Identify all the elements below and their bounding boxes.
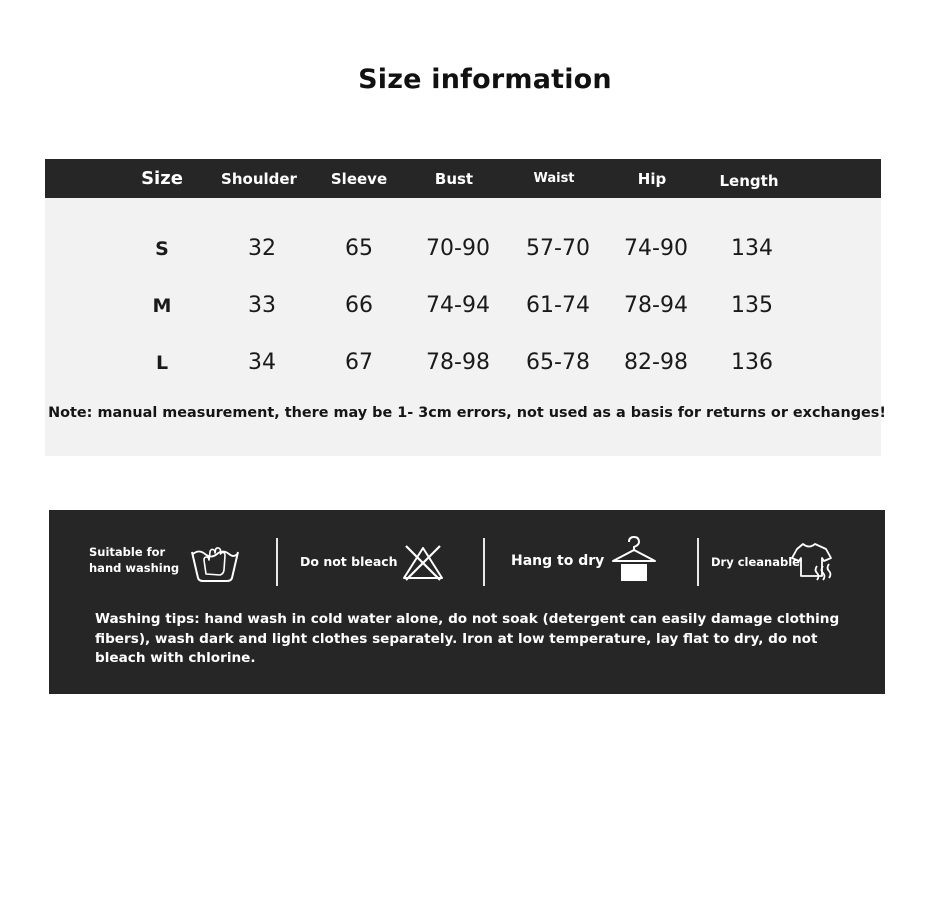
cell-sleeve: 67 [345,350,373,375]
care-label-dry-clean: Dry cleanable [711,555,800,569]
cell-waist: 65-78 [526,350,590,375]
care-item-dry-clean [711,538,881,586]
table-row [45,343,881,383]
care-panel [49,510,885,694]
cell-bust: 74-94 [426,293,490,318]
cell-length: 136 [731,350,773,375]
care-divider [697,538,699,586]
cell-hip: 78-94 [624,293,688,318]
care-item-no-bleach [300,538,460,586]
no-bleach-icon [400,542,446,582]
care-divider [276,538,278,586]
header-size: Size [141,168,183,189]
cell-size: M [152,295,172,317]
care-label-line: hand washing [89,561,180,575]
header-waist: Waist [533,171,575,186]
hang-dry-icon [609,534,659,584]
cell-sleeve: 65 [345,236,373,261]
cell-hip: 82-98 [624,350,688,375]
care-divider [483,538,485,586]
measurement-note: Note: manual measurement, there may be 1- 3cm errors, not used as a basis for returns or exchanges! [48,405,886,421]
washing-tips: Washing tips: hand wash in cold water alone, do not soak (detergent can easily damage clothing fibers), wash dark and light clothes separately. Iron at low temperature, lay flat to dry, do not bleach with chlorine. [95,611,840,666]
care-item-hand-wash [89,538,249,586]
cell-bust: 70-90 [426,236,490,261]
page-title: Size information [358,64,612,95]
hand-wash-icon [189,540,241,584]
size-table [45,159,886,456]
care-label-line: Suitable for [89,545,166,559]
care-item-hang-dry [511,538,671,586]
cell-waist: 61-74 [526,293,590,318]
table-row [45,286,881,326]
header-sleeve: Sleeve [330,170,388,188]
header-bust: Bust [434,170,474,188]
care-label-hand-wash [89,544,179,576]
cell-size: S [155,238,169,260]
cell-shoulder: 32 [248,236,276,261]
care-label-no-bleach: Do not bleach [300,554,398,569]
table-row [45,229,881,269]
cell-sleeve: 66 [345,293,373,318]
cell-length: 135 [731,293,773,318]
cell-bust: 78-98 [426,350,490,375]
cell-hip: 74-90 [624,236,688,261]
care-label-hang-dry: Hang to dry [511,553,605,569]
cell-shoulder: 33 [248,293,276,318]
header-length: Length [719,172,779,190]
dry-clean-icon [789,540,835,584]
cell-length: 134 [731,236,773,261]
header-shoulder: Shoulder [221,170,297,188]
cell-shoulder: 34 [248,350,276,375]
cell-waist: 57-70 [526,236,590,261]
header-hip: Hip [637,170,667,188]
cell-size: L [155,352,169,374]
size-table-header [45,159,881,198]
